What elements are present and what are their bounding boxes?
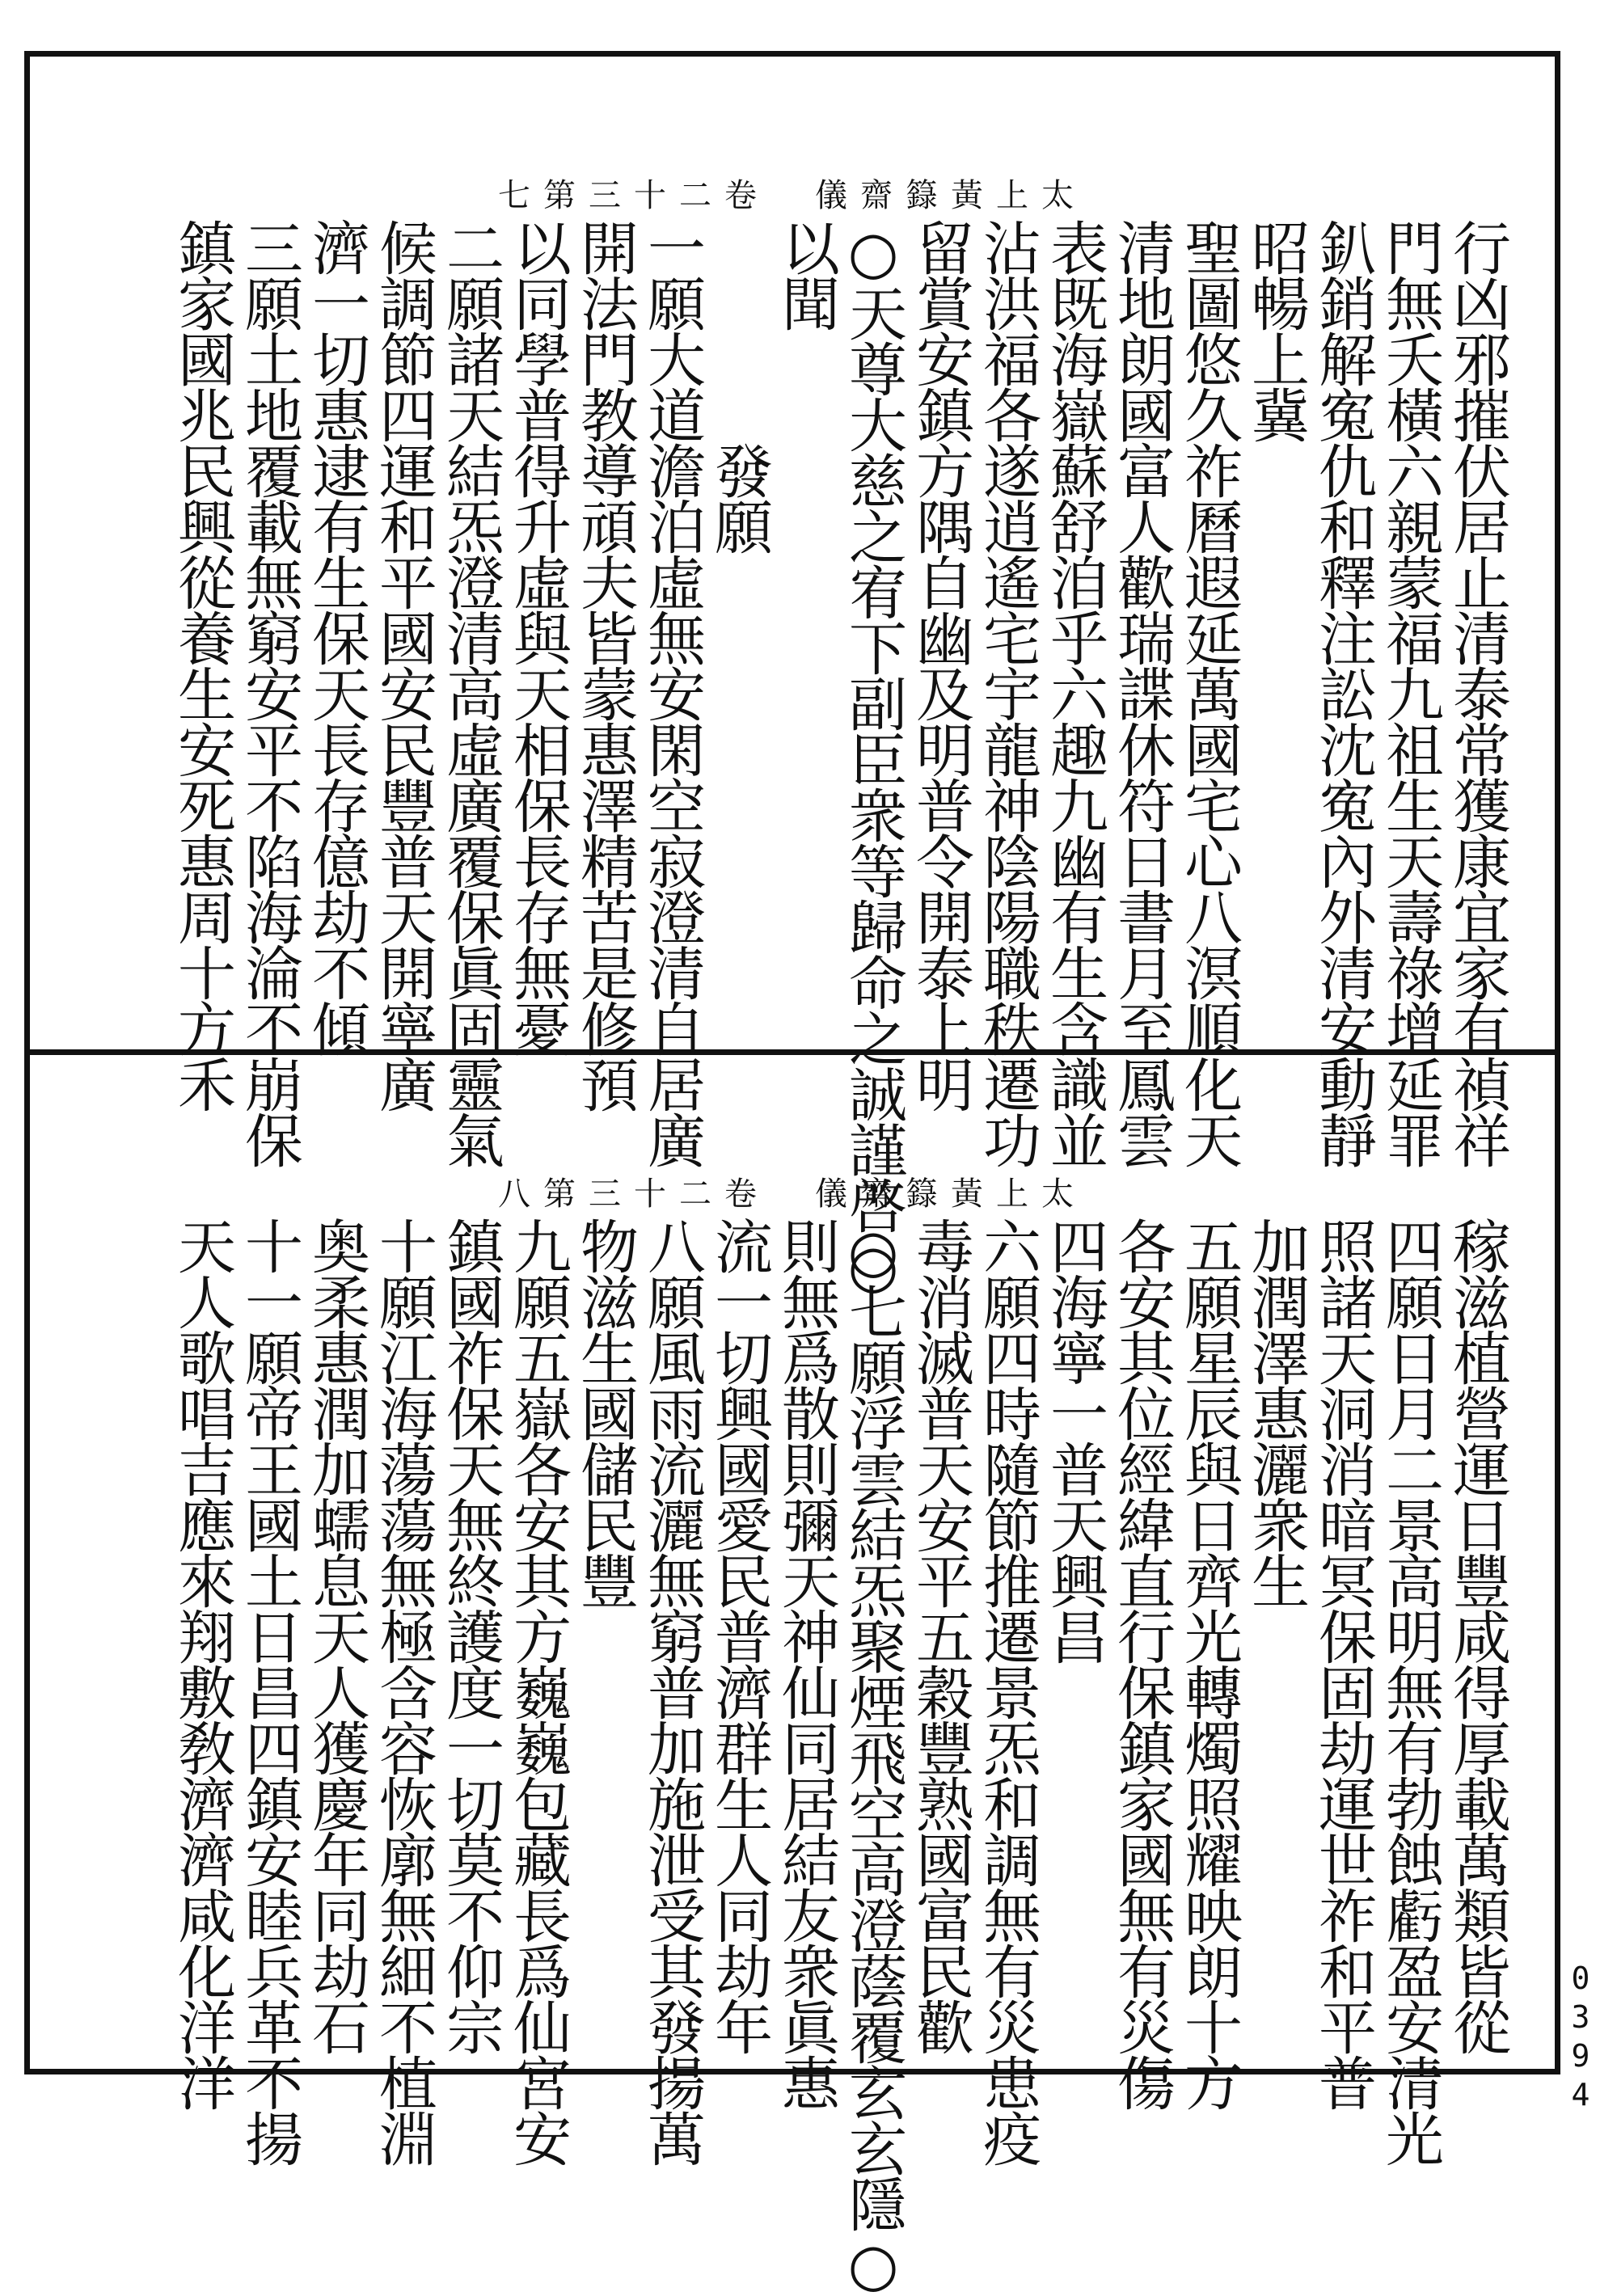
text-column: 則無爲散則彌天神仙同居結友衆眞惠	[772, 1217, 840, 2109]
text-column: 沾洪福各遂逍遙宅宇龍神陰陽職秩遷功	[973, 218, 1041, 1167]
text-column: 四海寧一普天興昌	[1041, 1217, 1108, 1663]
bottom-page-text	[168, 1217, 1510, 2296]
text-column: 聖圖悠久祚曆遐延萬國宅心八溟順化天	[1175, 218, 1243, 1167]
text-column: 奥柔惠潤加蠕息天人獲慶年同劫石	[302, 1217, 370, 2053]
text-column: 毒消滅普天安平五穀豐熟國富民歡	[906, 1217, 974, 2053]
text-column: 鎮國祚保天無終護度一切莫不仰宗	[437, 1217, 505, 2053]
text-column: 昭暢上冀	[1242, 218, 1310, 441]
text-column: 八願風雨流灑無窮普加施泄受其發揚萬	[638, 1217, 706, 2165]
section-heading: 發願	[705, 218, 773, 553]
text-column: 以聞	[772, 218, 840, 330]
text-column: 十願江海蕩蕩無極含容恢廓無細不植淵	[369, 1217, 437, 2165]
text-column: 照諸天洞消暗冥保固劫運世祚和平普	[1309, 1217, 1377, 2109]
text-column: 物滋生國儲民豐	[571, 1217, 639, 1607]
text-column: 門無夭橫六親蒙福九祖生天壽祿增延罪	[1376, 218, 1444, 1167]
text-column: 以同學普得升虛與天相保長存無憂	[504, 218, 572, 1055]
text-column: 鎮家國兆民興從養生安死惠周十方禾	[168, 218, 236, 1111]
text-column: 二願諸天結炁澄清高虛廣覆保眞固靈氣	[437, 218, 505, 1167]
text-column: 行凶邪摧伏居止清泰常獲康宜家有禎祥	[1443, 218, 1511, 1167]
bottom-page-header: 八第三十二卷 儀齋籙黃上太	[498, 1175, 1087, 1213]
text-column: 四願日月二景高明無有勃蝕虧盈安清光	[1376, 1217, 1444, 2165]
text-column: ○天尊大慈之宥下副臣衆等歸命之誠謹啓○	[839, 218, 907, 1298]
text-column: 天人歌唱吉應來翔敷敎濟濟咸化洋洋	[168, 1217, 236, 2109]
text-column: 候調節四運和平國安民豐普天開寧廣	[369, 218, 437, 1111]
top-page-header: 七第三十二卷 儀齋籙黃上太	[498, 177, 1087, 214]
text-column: 一願大道澹泊虛無安閑空寂澄清自居廣	[638, 218, 706, 1167]
text-column: 留賞安鎮方隅自幽及明普令開泰上明	[906, 218, 974, 1111]
text-column: 三願土地覆載無窮安平不陷海淪不崩保	[235, 218, 303, 1167]
text-column: 十一願帝王國土日昌四鎮安睦兵革不揚	[235, 1217, 303, 2165]
text-column: 五願星辰與日齊光轉燭照耀映朗十方	[1175, 1217, 1243, 2109]
text-column: 清地朗國富人歡瑞諜休符日書月至鳳雲	[1108, 218, 1176, 1167]
text-column: ○七願浮雲結炁聚煙飛空高澄蔭覆玄玄隱○	[839, 1217, 907, 2296]
text-column: 濟一切惠逮有生保天長存億劫不傾	[302, 218, 370, 1055]
text-column: 流一切興國愛民普濟群生人同劫年	[705, 1217, 773, 2053]
page-number: 0394	[1563, 1960, 1598, 2116]
text-column: 開法門教導頑夫皆蒙惠澤精苦是修預	[571, 218, 639, 1111]
text-column: 稼滋植營運日豐咸得厚載萬類皆從	[1443, 1217, 1511, 2053]
text-column: 六願四時隨節推遷景炁和調無有災患疫	[973, 1217, 1041, 2165]
text-column: 九願五嶽各安其方巍巍包藏長爲仙宮安	[504, 1217, 572, 2165]
text-column: 表既海嶽蘇舒洎乎六趣九幽有生含識並	[1041, 218, 1108, 1167]
text-column: 各安其位經緯直行保鎮家國無有災傷	[1108, 1217, 1176, 2109]
text-column: 釟銷解寃仇和釋注訟沈寃內外清安動靜	[1309, 218, 1377, 1167]
bottom-page	[30, 1055, 1555, 2296]
text-column: 加潤澤惠灑衆生	[1242, 1217, 1310, 1607]
